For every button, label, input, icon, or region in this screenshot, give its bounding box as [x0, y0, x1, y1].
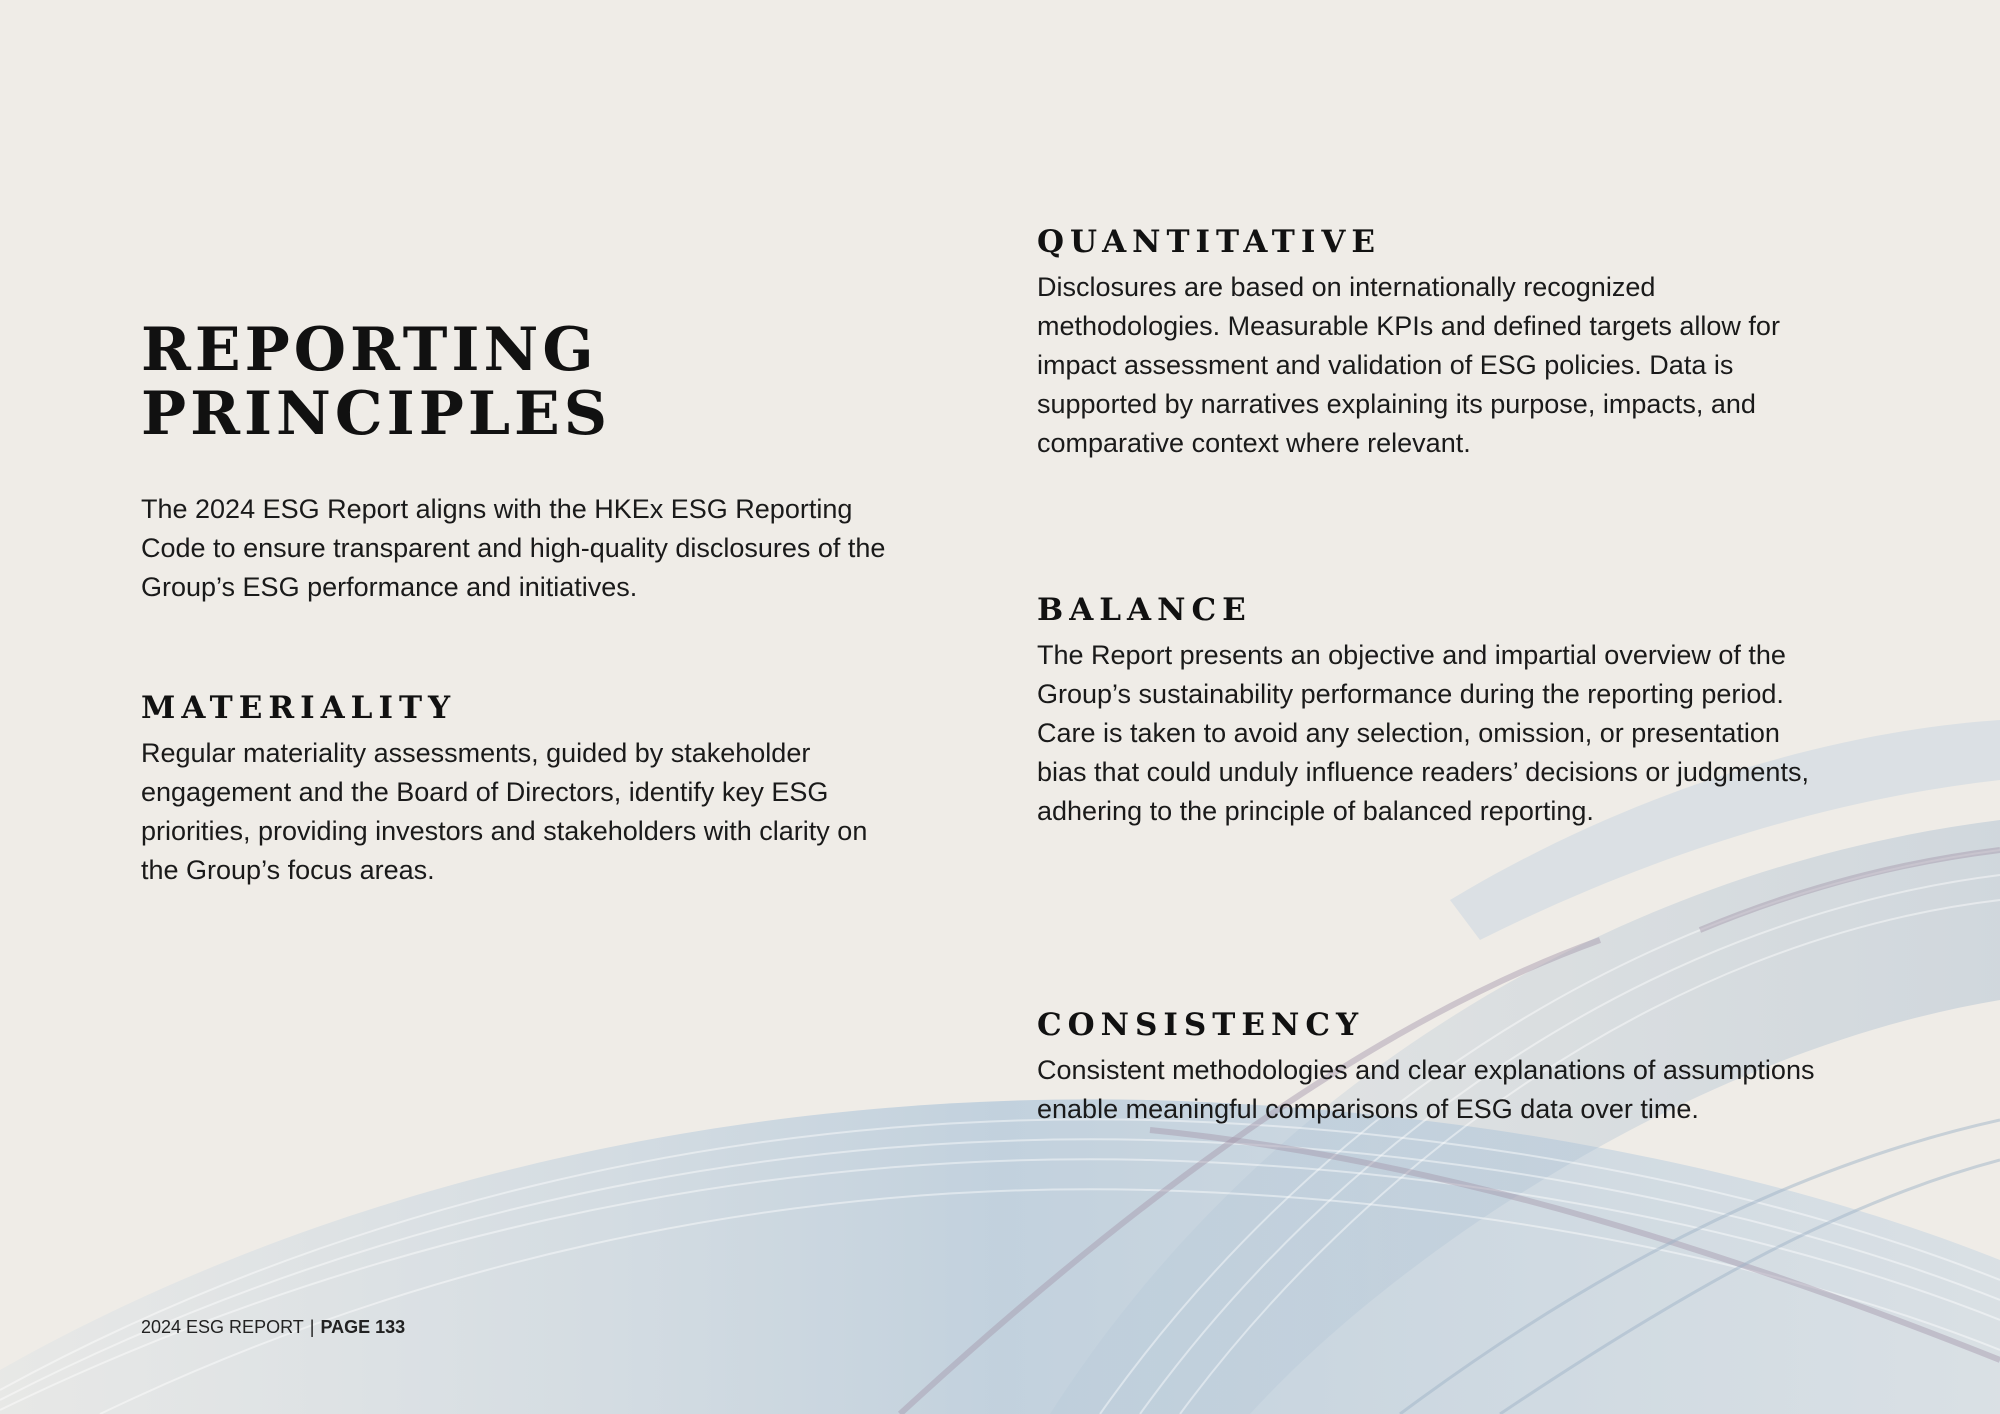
- page-title-line-2: PRINCIPLES: [141, 379, 612, 449]
- section-body-quantitative: Disclosures are based on internationally recognized methodologies. Measurable KPIs and defined targets allow for impact assessment and validation of ESG policies. Data is supported by narratives explaining its purpose, impacts, and comparative context where relevant.: [1037, 272, 1780, 458]
- section-heading-materiality: MATERIALITY: [141, 690, 457, 726]
- footer-page-number: PAGE 133: [320, 1317, 406, 1337]
- page-footer: [141, 1315, 405, 1339]
- section-consistency: [1037, 1005, 1817, 1129]
- section-body-materiality: Regular materiality assessments, guided by stakeholder engagement and the Board of Directors, identify key ESG priorities, providing investors and stakeholders with clarity on the Group’s focus areas.: [141, 738, 868, 885]
- section-heading-balance: BALANCE: [1037, 592, 1252, 628]
- section-materiality: [141, 688, 901, 890]
- footer-separator: |: [309, 1317, 315, 1337]
- page-title-line-1: REPORTING: [141, 315, 598, 385]
- footer-report-name: 2024 ESG REPORT: [141, 1317, 304, 1337]
- page-title: [141, 315, 941, 449]
- section-heading-quantitative: QUANTITATIVE: [1037, 224, 1382, 260]
- intro-paragraph: The 2024 ESG Report aligns with the HKEx ESG Reporting Code to ensure transparent and high-quality disclosures of the Group’s ESG performance and initiatives.: [141, 494, 886, 602]
- section-balance: [1037, 590, 1817, 831]
- section-body-balance: The Report presents an objective and impartial overview of the Group’s sustainability performance during the reporting period. Care is taken to avoid any selection, omission, or presentation bias that could unduly influence readers’ decisions or judgments, adhering to the principle of balanced reporting.: [1037, 640, 1809, 826]
- section-quantitative: [1037, 222, 1817, 463]
- section-body-consistency: Consistent methodologies and clear explanations of assumptions enable meaningful comparisons of ESG data over time.: [1037, 1055, 1815, 1124]
- section-heading-consistency: CONSISTENCY: [1037, 1007, 1365, 1043]
